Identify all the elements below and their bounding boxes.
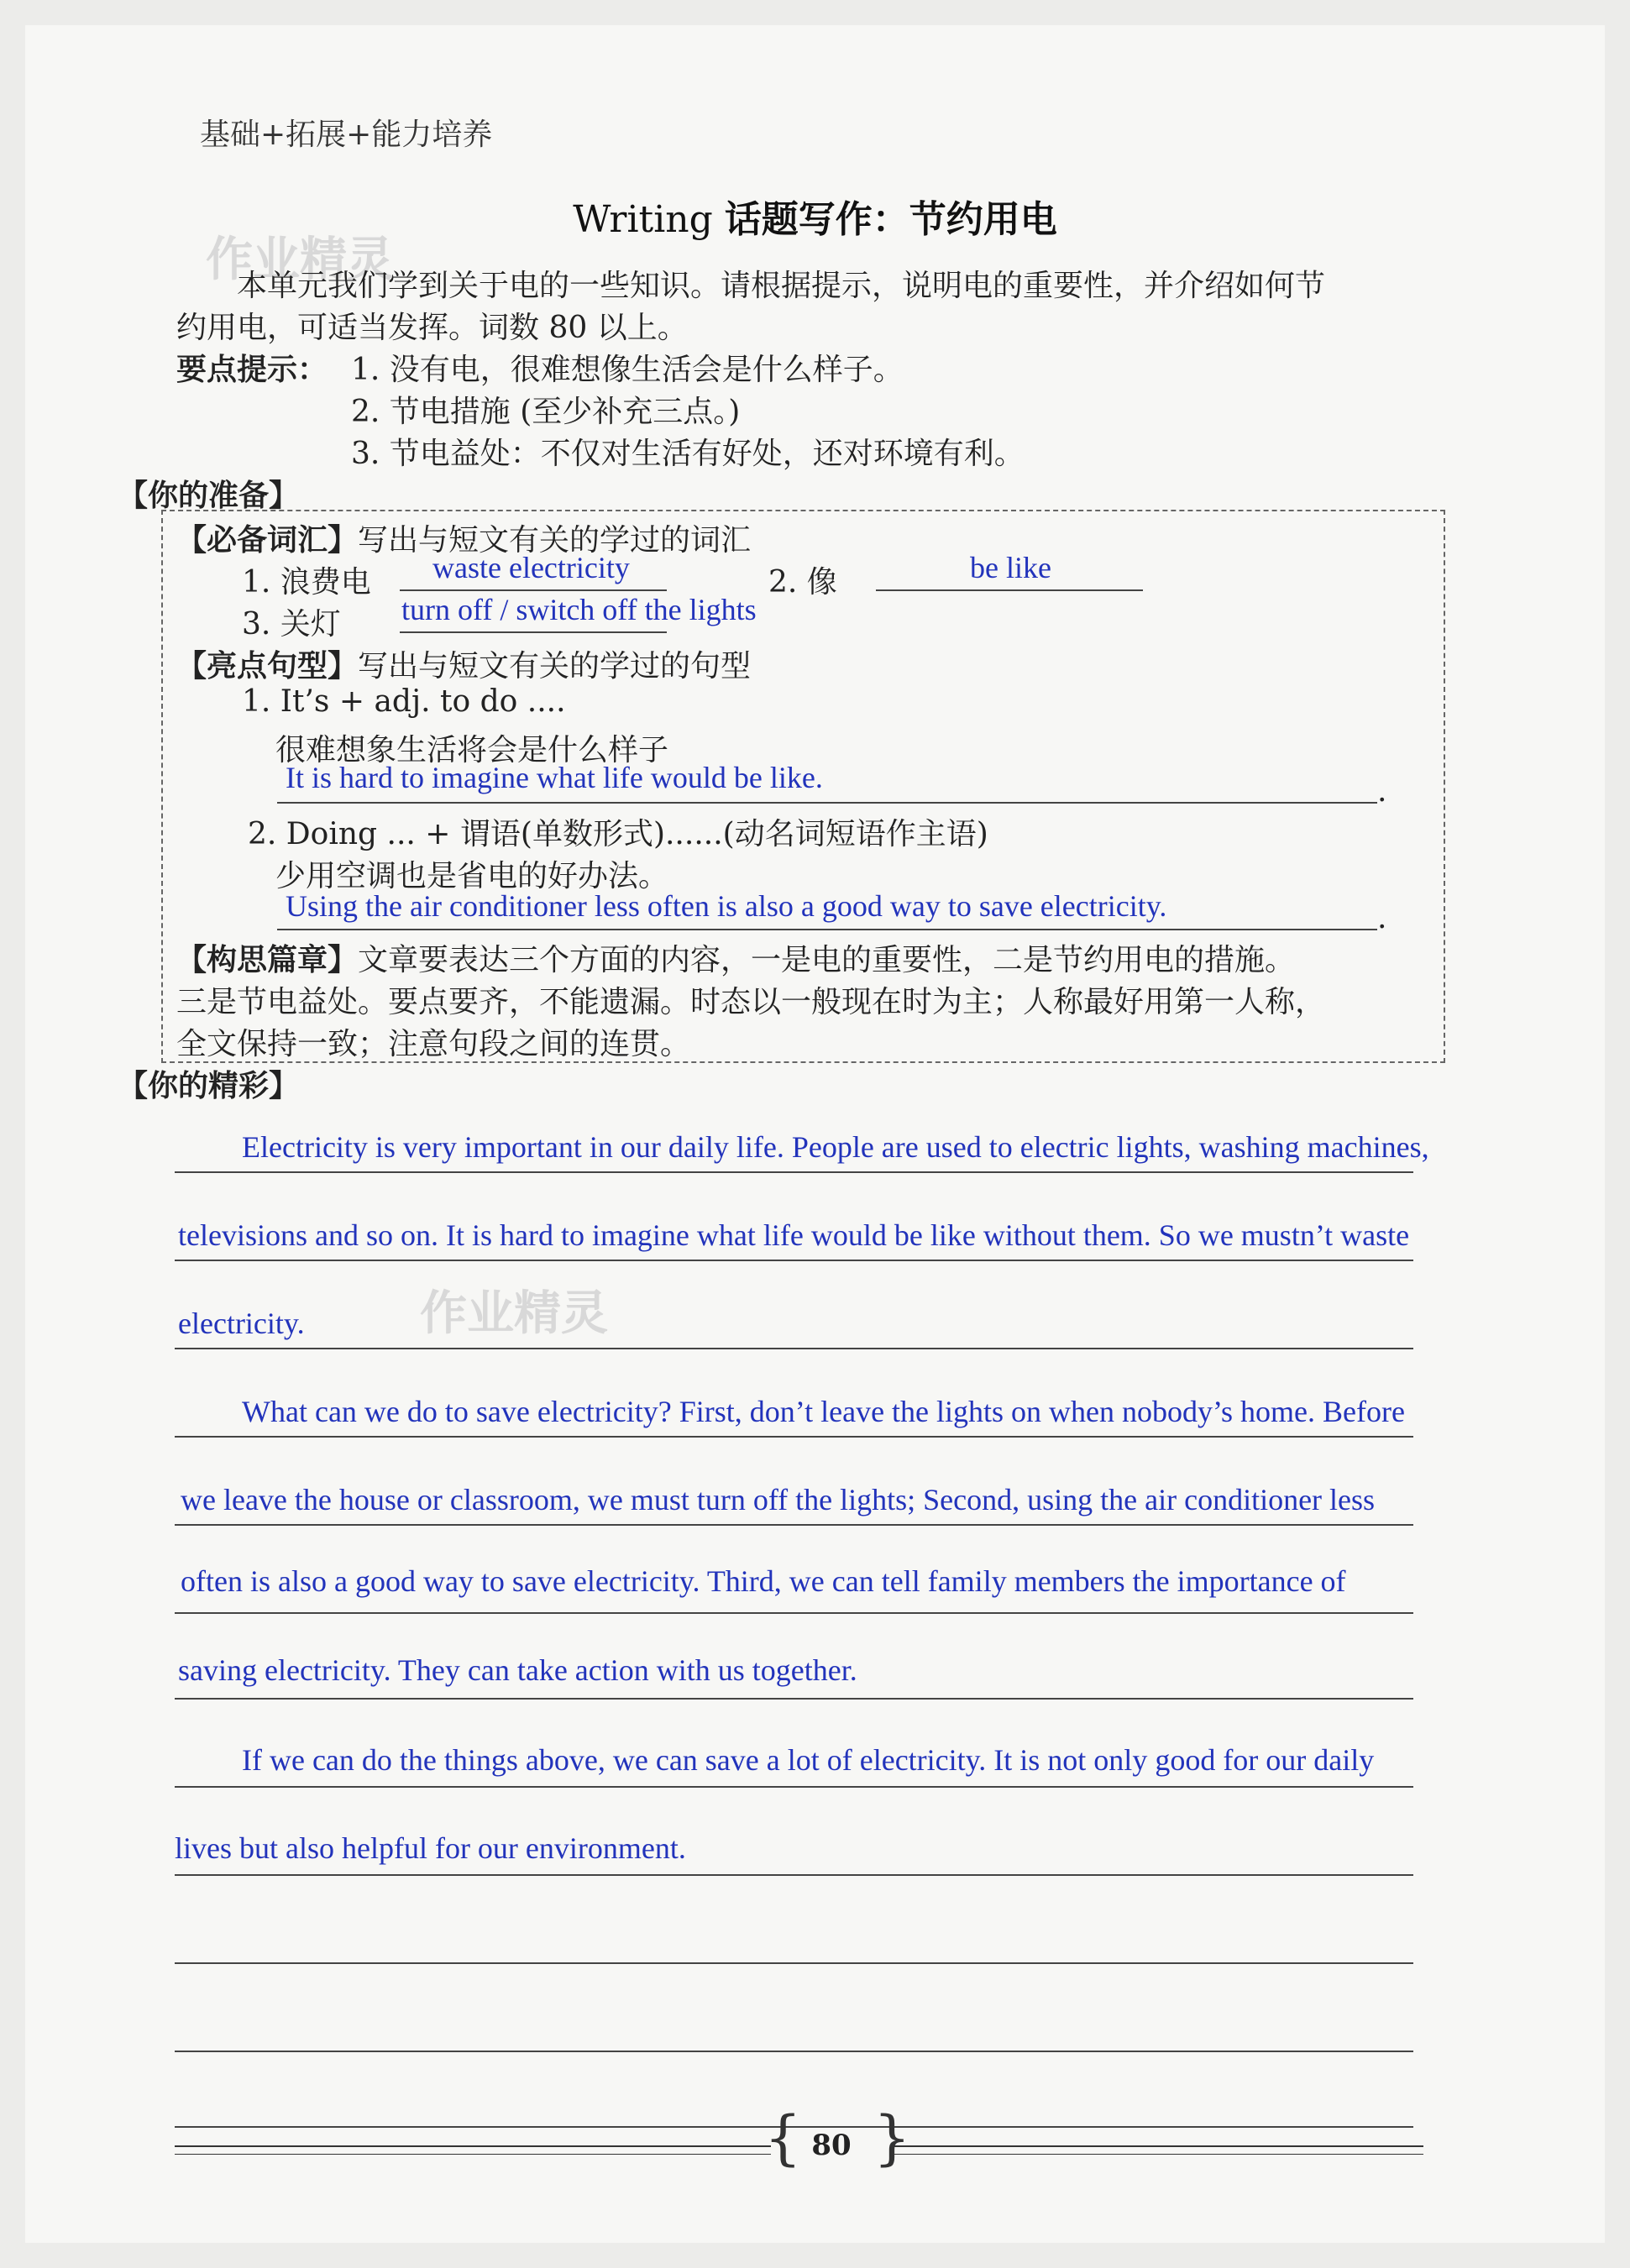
- point-item: 2. 节电措施 (至少补充三点。): [351, 395, 741, 429]
- structure-line-3: 全文保持一致；注意句段之间的连贯。: [176, 1027, 691, 1061]
- answer-line: [876, 589, 1143, 591]
- footer-rule: [175, 2145, 771, 2147]
- vocab-answer-1: waste electricity: [432, 551, 630, 584]
- vocab-label: 【必备词汇】: [176, 522, 359, 558]
- sentence-pattern-1: 1. It’s + adj. to do ....: [242, 684, 566, 719]
- essay-line: What can we do to save electricity? First, don’t leave the lights on when nobody’s home. Before: [242, 1395, 1405, 1428]
- sentence-chinese-2: 少用空调也是省电的好办法。: [275, 859, 669, 893]
- writing-line: [175, 1348, 1413, 1349]
- structure-line-2: 三是节电益处。要点要齐，不能遗漏。时态以一般现在时为主；人称最好用第一人称，: [176, 985, 1326, 1019]
- left-brace-icon: {: [764, 2103, 802, 2172]
- period: .: [1377, 901, 1387, 935]
- vocab-q1: 1. 浪费电: [242, 565, 371, 600]
- writing-line: [175, 1524, 1413, 1526]
- points-label: 要点提示：: [176, 352, 328, 387]
- writing-line: [175, 1612, 1413, 1614]
- title-main: 话题写作：节约用电: [724, 198, 1057, 241]
- essay-line: Electricity is very important in our daily life. People are used to electric lights, washing machines,: [242, 1130, 1429, 1164]
- writing-line: [175, 1786, 1413, 1788]
- book-series-header: 基础+拓展+能力培养: [200, 118, 493, 152]
- essay-line: lives but also helpful for our environment.: [175, 1831, 686, 1865]
- right-brace-icon: }: [873, 2103, 911, 2172]
- answer-line: [277, 929, 1377, 930]
- essay-line: often is also a good way to save electricity. Third, we can tell family members the importance of: [181, 1564, 1346, 1598]
- sentences-label: 【亮点句型】: [176, 648, 359, 684]
- sentence-chinese-1: 很难想象生活将会是什么样子: [275, 733, 669, 767]
- answer-line: [277, 802, 1377, 804]
- essay-line: If we can do the things above, we can save a lot of electricity. It is not only good for our daily: [242, 1743, 1375, 1777]
- sentence-pattern-2: 2. Doing ... + 谓语(单数形式)......(动名词短语作主语): [248, 817, 988, 851]
- point-item: 3. 节电益处：不仅对生活有好处，还对环境有利。: [351, 437, 1025, 471]
- vocab-desc: 写出与短文有关的学过的词汇: [358, 523, 752, 558]
- sentence-answer-2: Using the air conditioner less often is also a good way to save electricity.: [286, 889, 1167, 923]
- writing-line: [175, 2051, 1413, 2052]
- period: .: [1377, 774, 1387, 809]
- watermark: 作业精灵: [206, 233, 394, 287]
- footer-rule: [175, 2154, 771, 2155]
- answer-line: [400, 631, 667, 633]
- writing-line: [175, 1698, 1413, 1700]
- vocab-answer-3: turn off / switch off the lights: [401, 593, 757, 626]
- footer-rule: [894, 2154, 1423, 2155]
- structure-section: [176, 936, 1295, 979]
- essay-line: we leave the house or classroom, we must turn off the lights; Second, using the air conditioner less: [181, 1483, 1376, 1516]
- vocab-q3: 3. 关灯: [242, 607, 341, 642]
- footer-rule: [894, 2145, 1423, 2147]
- watermark: 作业精灵: [420, 1286, 608, 1341]
- intro-line-1: 本单元我们学到关于电的一些知识。请根据提示，说明电的重要性，并介绍如何节: [237, 269, 1326, 303]
- essay-line: electricity.: [178, 1307, 305, 1340]
- sentence-answer-1: It is hard to imagine what life would be like.: [286, 761, 823, 794]
- essay-line: televisions and so on. It is hard to imagine what life would be like without them. So we mustn’t waste: [178, 1218, 1410, 1252]
- essay-line: saving electricity. They can take action with us together.: [178, 1653, 857, 1687]
- vocab-q2: 2. 像: [768, 565, 837, 600]
- structure-label: 【构思篇章】: [176, 942, 359, 977]
- essay-heading: 【你的精彩】: [118, 1068, 300, 1103]
- title-prefix: Writing: [573, 198, 713, 241]
- writing-line: [175, 1962, 1413, 1964]
- writing-line: [175, 1171, 1413, 1173]
- prep-heading: 【你的准备】: [118, 478, 300, 513]
- sentences-section: [176, 642, 751, 685]
- writing-line: [175, 1436, 1413, 1438]
- vocab-answer-2: be like: [970, 551, 1051, 584]
- writing-line: [175, 1874, 1413, 1876]
- point-item: 1. 没有电，很难想像生活会是什么样子。: [351, 353, 904, 387]
- writing-line: [175, 1260, 1413, 1261]
- page-number: 80: [811, 2129, 852, 2162]
- intro-line-2: 约用电，可适当发挥。词数 80 以上。: [176, 311, 688, 345]
- answer-line: [400, 589, 667, 591]
- structure-line-1: 文章要表达三个方面的内容，一是电的重要性，二是节约用电的措施。: [358, 943, 1296, 977]
- sentences-desc: 写出与短文有关的学过的句型: [358, 649, 752, 684]
